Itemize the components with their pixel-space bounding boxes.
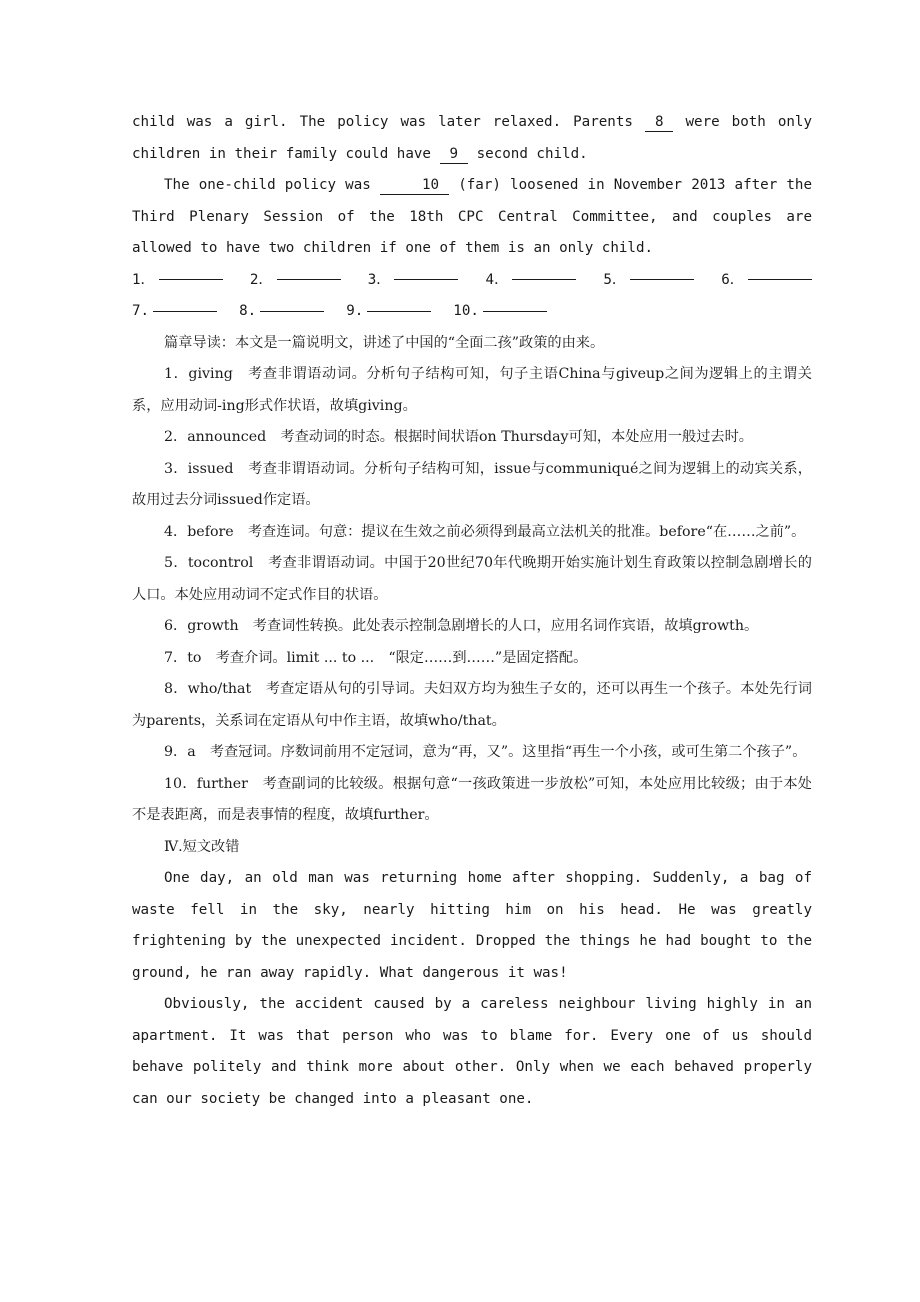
page-content: [132, 107, 812, 1115]
answer-row-2: [132, 296, 812, 328]
passage-text: second child.: [476, 145, 588, 162]
passage-text: (far) loosened in November 2013 after the Third Plenary Session of the 18th CPC Central Committee, and couples are allowed to have two children if one of them is an only child.: [132, 177, 813, 256]
answer-slot: 5．: [603, 265, 694, 297]
answer-slot: 4．: [486, 265, 577, 297]
explanation-item: 7．to 考查介词。limit ... to ... “限定……到……”是固定搭配。: [164, 649, 588, 666]
answer-line: [277, 279, 341, 280]
answer-slot: 8.: [239, 296, 324, 328]
guide-text: 篇章导读：本文是一篇说明文，讲述了中国的“全面二孩”政策的由来。: [164, 334, 605, 351]
answer-line: [159, 279, 223, 280]
passage-text: child was a girl. The policy was later relaxed. Parents: [132, 114, 633, 130]
explanation-item: 3．issued 考查非谓语动词。分析句子结构可知，issue与communiqué之间为逻辑上的动宾关系，故用过去分词issued作定语。: [132, 460, 812, 508]
passage-text: The one-child policy was: [164, 177, 371, 193]
answer-slot: 7.: [132, 296, 217, 328]
explanation-item: 4．before 考查连词。句意：提议在生效之前必须得到最高立法机关的批准。before“在……之前”。: [164, 523, 806, 540]
answer-row-1: [132, 265, 812, 297]
passage-paragraph: [132, 170, 812, 265]
correction-paragraph: One day, an old man was returning home after shopping. Suddenly, a bag of waste fell in the sky, nearly hitting him on his head. He was greatly frightening by the unexpected incident. Dropped the things he had bought to the ground, he ran away rapidly. What dangerous it was!: [132, 870, 812, 981]
explanation-item: 9．a 考查冠词。序数词前用不定冠词，意为“再，又”。这里指“再生一个小孩，或可生第二个孩子”。: [164, 744, 807, 760]
answer-slot: 1．: [132, 265, 223, 297]
explanation-item: 10．further 考查副词的比较级。根据句意“一孩政策进一步放松”可知，本处应用比较级；由于本处不是表距离，而是表事情的程度，故填further。: [132, 775, 812, 823]
answer-line: [630, 279, 694, 280]
answer-line: [394, 279, 458, 280]
blank-8: 8: [645, 113, 674, 132]
section-title: Ⅳ.短文改错: [164, 838, 240, 855]
passage-text: were both only children in their family could have: [132, 114, 813, 162]
answer-line: [260, 311, 324, 312]
blank-9: 9: [440, 145, 469, 164]
answer-slot: 2．: [250, 265, 341, 297]
passage-paragraph: [132, 107, 812, 170]
explanation-item: 1．giving 考查非谓语动词。分析句子结构可知，句子主语China与giveup之间为逻辑上的主谓关系，应用动词-ing形式作状语，故填giving。: [132, 366, 812, 414]
answer-slot: 3．: [368, 265, 459, 297]
answer-line: [153, 311, 217, 312]
answer-line: [483, 311, 547, 312]
answer-line: [748, 279, 812, 280]
answer-line: [512, 279, 576, 280]
blank-10: 10: [380, 176, 449, 195]
answer-line: [367, 311, 431, 312]
explanation-item: 5．tocontrol 考查非谓语动词。中国于20世纪70年代晚期开始实施计划生育政策以控制急剧增长的人口。本处应用动词不定式作目的状语。: [132, 555, 812, 603]
answer-slot: 10.: [453, 296, 547, 328]
explanation-item: 6．growth 考查词性转换。此处表示控制急剧增长的人口，应用名词作宾语，故填growth。: [164, 618, 759, 634]
answer-slot: 6．: [721, 265, 812, 297]
explanation-item: 8．who/that 考查定语从句的引导词。夫妇双方均为独生子女的，还可以再生一个孩子。本处先行词为parents，关系词在定语从句中作主语，故填who/that。: [132, 681, 812, 729]
correction-paragraph: Obviously, the accident caused by a careless neighbour living highly in an apartment. It was that person who was to blame for. Every one of us should behave politely and think more about other. Only when we each behaved properly can our society be changed into a pleasant one.: [132, 996, 812, 1107]
explanation-item: 2．announced 考查动词的时态。根据时间状语on Thursday可知，本处应用一般过去时。: [164, 429, 753, 445]
answer-slot: 9.: [346, 296, 431, 328]
